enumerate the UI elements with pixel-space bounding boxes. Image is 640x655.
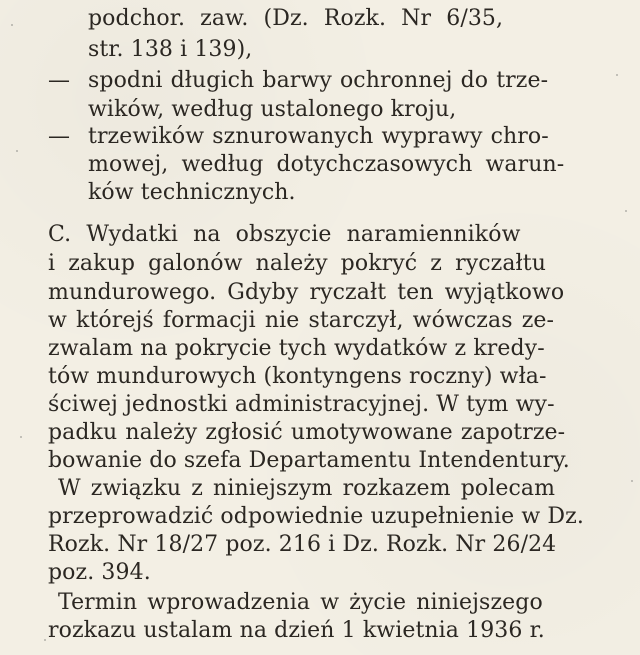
scan-speck-3 <box>16 150 18 152</box>
text-line-4: wików, według ustalonego kroju, <box>88 97 457 122</box>
text-line-14: ściwej jednostki administracyjnej. W tym wy- <box>48 392 555 417</box>
text-line-8: C. Wydatki na obszycie naramienników <box>48 222 521 247</box>
text-line-12: zwalam na pokrycie tych wydatków z kredy- <box>48 336 545 361</box>
text-line-11: w którejś formacji nie starczył, wówczas ze- <box>48 308 555 333</box>
scan-speck-5 <box>20 436 22 438</box>
text-line-6: mowej, według dotychczasowych warun- <box>88 152 565 177</box>
text-line-17: W związku z niniejszym rozkazem polecam <box>58 476 556 501</box>
scan-speck-4 <box>625 210 627 212</box>
text-line-20: poz. 394. <box>48 560 151 585</box>
scan-speck-7 <box>44 639 46 641</box>
text-line-10: mundurowego. Gdyby ryczałt ten wyjątkowo <box>48 280 565 305</box>
text-line-19: Rozk. Nr 18/27 poz. 216 i Dz. Rozk. Nr 26/24 <box>48 532 557 557</box>
text-line-3: spodni długich barwy ochronnej do trze- <box>88 68 549 93</box>
text-line-16: bowanie do szefa Departamentu Intendentury. <box>48 448 570 473</box>
text-line-5: trzewików sznurowanych wyprawy chro- <box>88 124 549 149</box>
text-line-13: tów mundurowych (kontyngens roczny) wła- <box>48 364 547 389</box>
text-line-1: podchor. zaw. (Dz. Rozk. Nr 6/35, <box>88 6 504 31</box>
list-dash-2: — <box>48 124 70 149</box>
list-dash-1: — <box>48 68 70 93</box>
scan-speck-6 <box>631 480 633 482</box>
text-line-21: Termin wprowadzenia w życie niniejszego <box>58 590 543 615</box>
text-line-2: str. 138 i 139), <box>88 37 253 62</box>
text-line-18: przeprowadzić odpowiednie uzupełnienie w Dz. <box>48 504 584 529</box>
scan-speck-1 <box>11 24 13 26</box>
text-line-7: ków technicznych. <box>88 180 296 205</box>
scan-speck-2 <box>616 74 618 76</box>
text-line-15: padku należy zgłosić umotywowane zapotrze- <box>48 420 566 445</box>
text-line-9: i zakup galonów należy pokryć z ryczałtu <box>48 251 547 276</box>
text-line-22: rozkazu ustalam na dzień 1 kwietnia 1936 r. <box>48 618 545 643</box>
